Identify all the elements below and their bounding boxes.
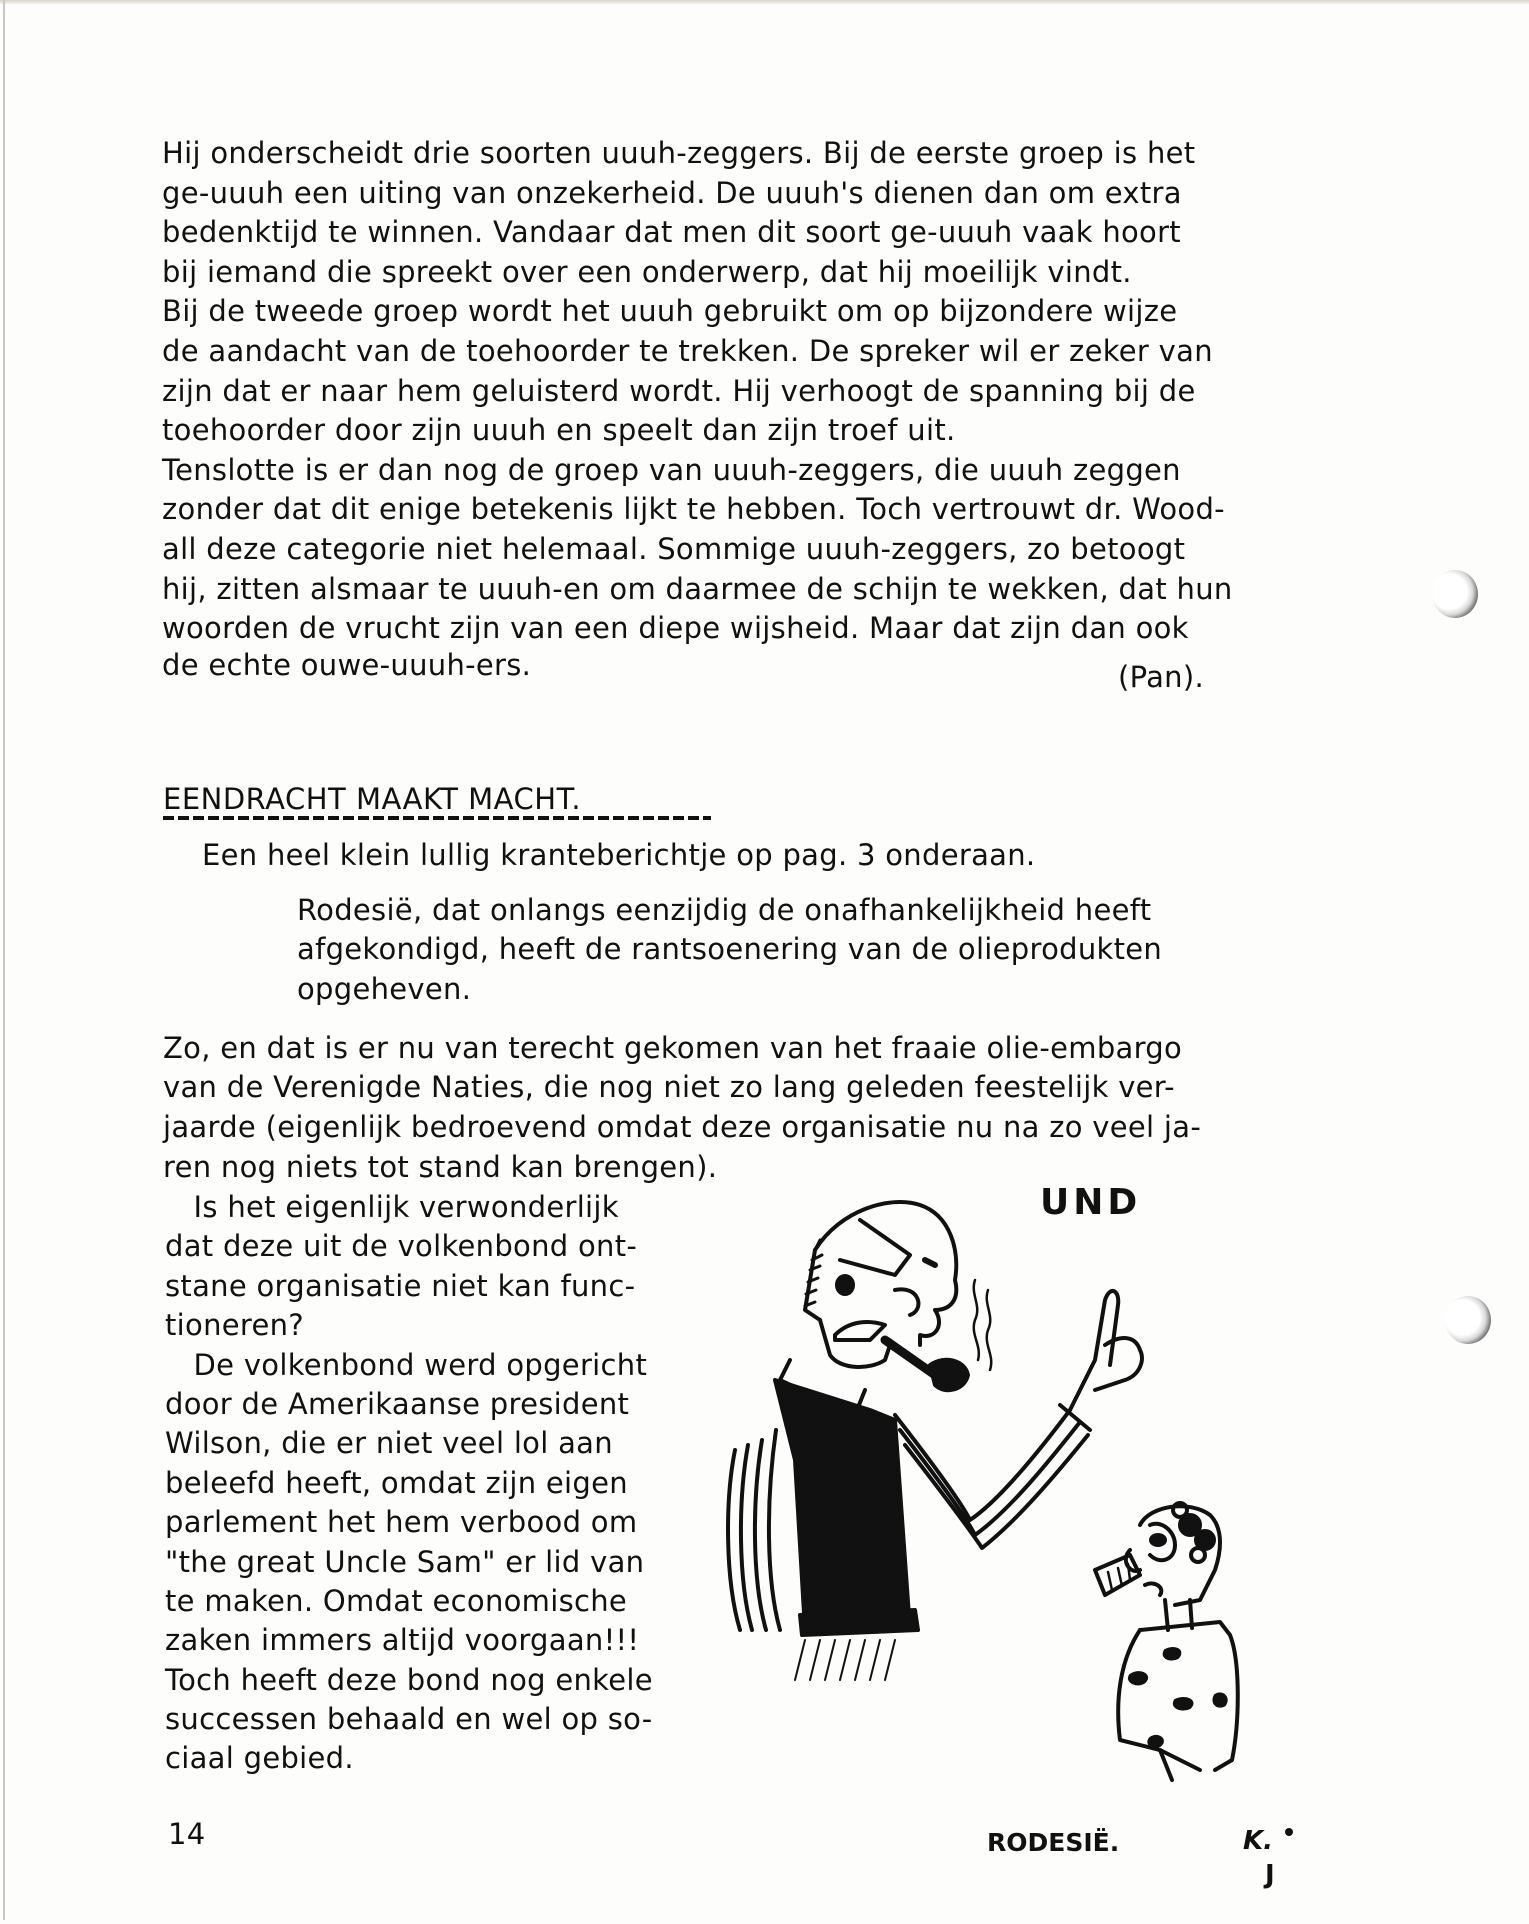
cartoon-artist-signature: K.	[1243, 1826, 1274, 1856]
paragraph-line: Hij onderscheidt drie soorten uuuh-zeggers. Bij de eerste groep is het	[162, 136, 1196, 170]
column-line: De volkenbond werd opgericht	[165, 1348, 648, 1382]
column-line: Toch heeft deze bond nog enkele	[165, 1663, 653, 1697]
cartoon-label-rodesie: RODESIË.	[987, 1828, 1120, 1857]
column-line: dat deze uit de volkenbond ont-	[165, 1229, 638, 1263]
column-line: ciaal gebied.	[165, 1741, 354, 1775]
author-signature: (Pan).	[1118, 660, 1204, 694]
paragraph-line: ge-uuuh een uiting van onzekerheid. De uuuh's dienen dan om extra	[162, 176, 1182, 210]
paragraph-line: Bij de tweede groep wordt het uuuh gebruikt om op bijzondere wijze	[162, 294, 1178, 328]
column-line: Is het eigenlijk verwonderlijk	[165, 1190, 619, 1224]
paragraph-line: de echte ouwe-uuuh-ers.	[162, 648, 532, 682]
column-line: zaken immers altijd voorgaan!!!	[165, 1623, 640, 1657]
paragraph-line: hij, zitten alsmaar te uuuh-en om daarmee de schijn te wekken, dat hun	[162, 572, 1233, 606]
paragraph-line: bij iemand die spreekt over een onderwerp, dat hij moeilijk vindt.	[162, 255, 1132, 289]
article-heading: EENDRACHT MAAKT MACHT.	[163, 782, 582, 816]
column-line: successen behaald en wel op so-	[165, 1702, 653, 1736]
column-line: door de Amerikaanse president	[165, 1387, 630, 1421]
quote-line: Rodesië, dat onlangs eenzijdig de onafhankelijkheid heeft	[297, 893, 1152, 927]
column-line: beleefd heeft, omdat zijn eigen	[165, 1466, 628, 1500]
column-line: tioneren?	[165, 1308, 304, 1342]
paragraph-line: Tenslotte is er dan nog de groep van uuuh-zeggers, die uuuh zeggen	[162, 453, 1181, 487]
page-number: 14	[168, 1817, 206, 1851]
column-line: stane organisatie niet kan func-	[165, 1269, 636, 1303]
paragraph-line: toehoorder door zijn uuuh en speelt dan zijn troef uit.	[162, 413, 956, 447]
paragraph-line: jaarde (eigenlijk bedroevend omdat deze organisatie nu na zo veel ja-	[163, 1110, 1202, 1144]
quote-line: afgekondigd, heeft de rantsoenering van de olieprodukten	[297, 932, 1163, 966]
cartoon-artist-signature-sub: J	[1265, 1860, 1275, 1890]
paragraph-line: Zo, en dat is er nu van terecht gekomen van het fraaie olie-embargo	[163, 1031, 1183, 1065]
punch-hole-icon	[1432, 570, 1478, 618]
paragraph-line: bedenktijd te winnen. Vandaar dat men dit soort ge-uuuh vaak hoort	[162, 215, 1181, 249]
column-line: te maken. Omdat economische	[165, 1584, 628, 1618]
paragraph-line: de aandacht van de toehoorder te trekken. De spreker wil er zeker van	[162, 334, 1213, 368]
column-line: "the great Uncle Sam" er lid van	[165, 1545, 645, 1579]
quote-line: opgeheven.	[297, 972, 472, 1006]
page-top-edge	[0, 0, 1529, 4]
intro-line: Een heel klein lullig kranteberichtje op pag. 3 onderaan.	[202, 838, 1036, 872]
paragraph-line: zonder dat dit enige betekenis lijkt te hebben. Toch vertrouwt dr. Wood-	[162, 492, 1225, 526]
column-line: Wilson, die er niet veel lol aan	[165, 1426, 613, 1460]
paragraph-line: woorden de vrucht zijn van een diepe wijsheid. Maar dat zijn dan ook	[162, 611, 1189, 645]
paragraph-line: ren nog niets tot stand kan brengen).	[163, 1150, 718, 1184]
punch-hole-icon	[1445, 1296, 1491, 1344]
paragraph-line: zijn dat er naar hem geluisterd wordt. Hij verhoogt de spanning bij de	[162, 374, 1196, 408]
cartoon-label-und: UND	[1040, 1182, 1142, 1223]
heading-dashed-underline	[163, 816, 711, 820]
signature-dot	[1285, 1828, 1293, 1836]
cartoon-drawing-icon	[720, 1160, 1340, 1920]
page-left-edge	[3, 0, 5, 1920]
paragraph-line: van de Verenigde Naties, die nog niet zo lang geleden feestelijk ver-	[163, 1070, 1175, 1104]
cartoon-illustration	[720, 1160, 1340, 1920]
column-line: parlement het hem verbood om	[165, 1505, 638, 1539]
paragraph-line: all deze categorie niet helemaal. Sommige uuuh-zeggers, zo betoogt	[162, 532, 1186, 566]
